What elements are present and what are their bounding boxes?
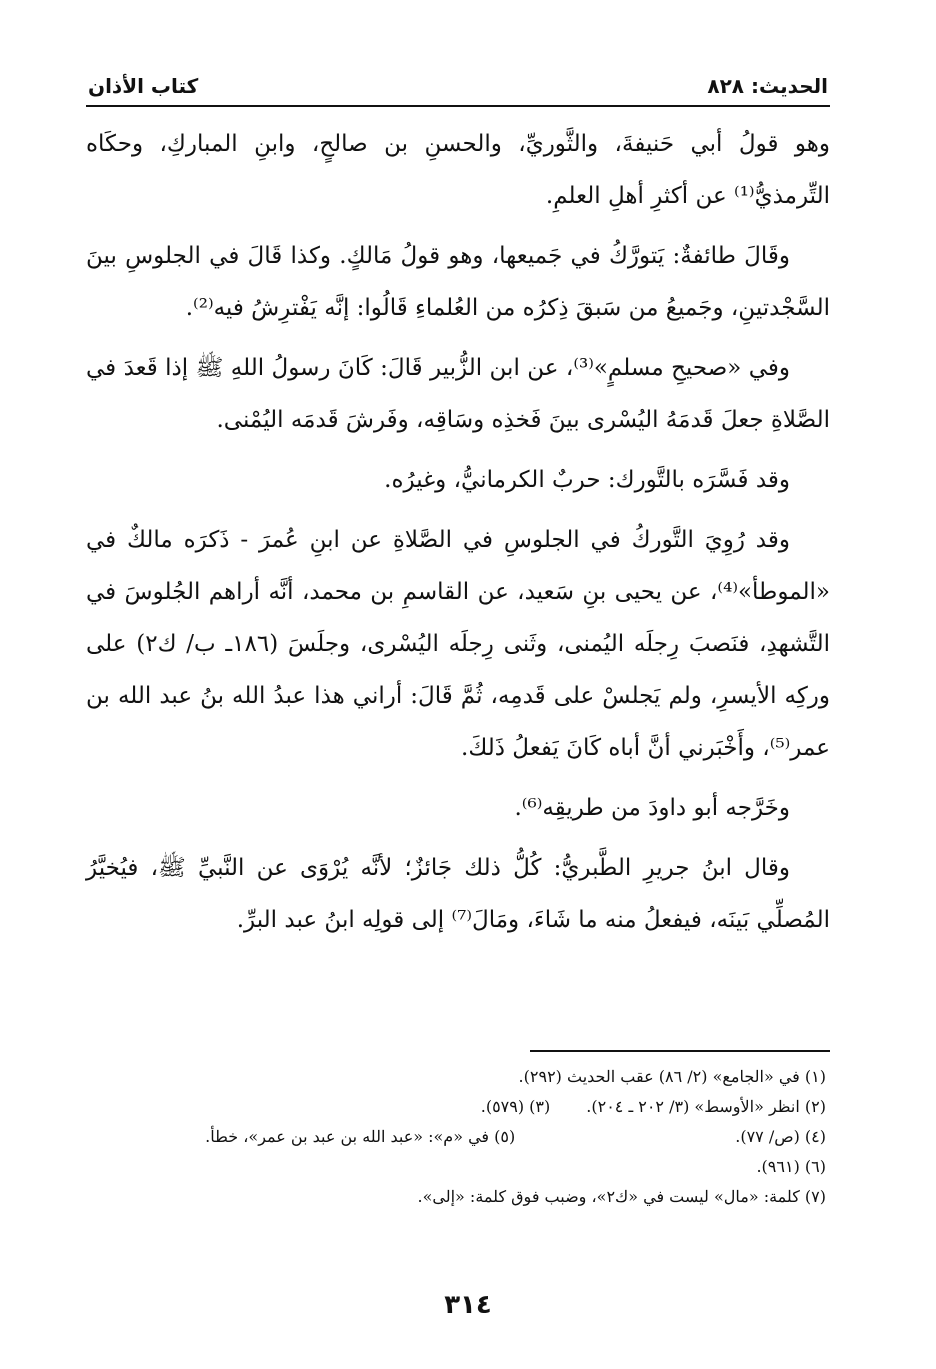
main-text bbox=[86, 118, 830, 954]
paragraph: وقال ابنُ جريرِ الطَّبريُّ: كُلُّ ذلك جَائزٌ؛ لأنَّه يُرْوَى عن النَّبيِّ ﷺ، فيُخيَّرُ المُصلِّي بَينَه، فيفعلُ منه ما شَاءَ، ومَالَ⁽⁷⁾ إلى قولِه ابنُ عبد البرِّ. bbox=[86, 855, 830, 933]
footnote-5: (٥) في «م»: «عبد الله بن عبد بن عمر»، خطأ. bbox=[205, 1127, 516, 1146]
footnote-4: (٤) (ص/ ٧٧). bbox=[735, 1127, 826, 1146]
paragraph: وقد رُوِيَ التَّوركُ في الجلوسِ في الصَّلاةِ عن ابنِ عُمرَ - ذَكرَه مالكٌ في «الموطأ»⁽⁴⁾، عن يحيى بنِ سَعيد، عن القاسمِ بن محمد، أنَّه أراهم الجُلوسَ في التَّشهدِ، فنَصبَ رِجلَه اليُمنى، وثَنى رِجلَه اليُسْرى، وجلَسَ (١٨٦ـ ب/ ك٢) على وركِه الأيسرِ، ولم يَجلسْ على قَدمِه، ثُمَّ قَالَ: أراني هذا عبدُ الله بنُ عبد الله بن عمر⁽⁵⁾، وأَخْبَرني أنَّ أباه كَانَ يَفعلُ ذَلكَ. bbox=[86, 527, 830, 761]
footnote-3: (٣) (٥٧٩). bbox=[480, 1097, 551, 1116]
footnote-7: (٧) كلمة: «مال» ليست في «ك٢»، وضبب فوق كلمة: «إلى». bbox=[417, 1187, 826, 1206]
footnote-line bbox=[86, 1062, 826, 1092]
footnote-1: (١) في «الجامع» (٢/ ٨٦) عقب الحديث (٢٩٢). bbox=[518, 1067, 826, 1086]
page-number: ٣١٤ bbox=[444, 1290, 492, 1320]
paragraph: وفي «صحيحِ مسلمٍ»⁽³⁾، عن ابن الزُّبير قَالَ: كَانَ رسولُ اللهِ ﷺ إذا قَعدَ في الصَّلاةِ جعلَ قَدمَهُ اليُسْرى بينَ فَخذِه وسَاقِه، وفَرشَ قَدمَه اليُمْنى. bbox=[86, 355, 830, 433]
footnote-line bbox=[86, 1092, 826, 1122]
footnotes bbox=[86, 1062, 826, 1212]
footnote-divider bbox=[530, 1050, 830, 1052]
hadith-number-label: الحديث: ٨٢٨ bbox=[707, 74, 828, 98]
footnote-line bbox=[86, 1182, 826, 1212]
header-divider bbox=[86, 105, 830, 107]
footnote-2: (٢) انظر «الأوسط» (٣/ ٢٠٢ ـ ٢٠٤). bbox=[586, 1097, 826, 1116]
paragraph: وخَرَّجه أبو داودَ من طريقِه⁽⁶⁾. bbox=[514, 795, 790, 821]
paragraph: وقد فَسَّرَه بالتَّورك: حربٌ الكرمانيُّ، وغيرُه. bbox=[384, 467, 790, 493]
book-title: كتاب الأذان bbox=[88, 74, 199, 98]
running-header bbox=[88, 68, 828, 104]
footnote-6: (٦) (٩٦١). bbox=[756, 1157, 826, 1176]
footnote-line bbox=[86, 1122, 826, 1152]
footnote-line bbox=[86, 1152, 826, 1182]
paragraph: وقَالَ طائفةٌ: يَتورَّكُ في جَميعها، وهو قولُ مَالكٍ. وكذا قَالَ في الجلوسِ بينَ السَّجْدتينِ، وجَميعُ من سَبقَ ذِكرُه من العُلماءِ قَالُوا: إنَّه يَفْترِشُ فيه⁽²⁾. bbox=[86, 243, 830, 321]
paragraph: وهو قولُ أبي حَنيفةَ، والثَّوريِّ، والحسنِ بن صالحٍ، وابنِ المباركِ، وحكَاه التِّرمذيُّ⁽¹⁾ عن أكثرِ أهلِ العلمِ. bbox=[86, 131, 830, 209]
